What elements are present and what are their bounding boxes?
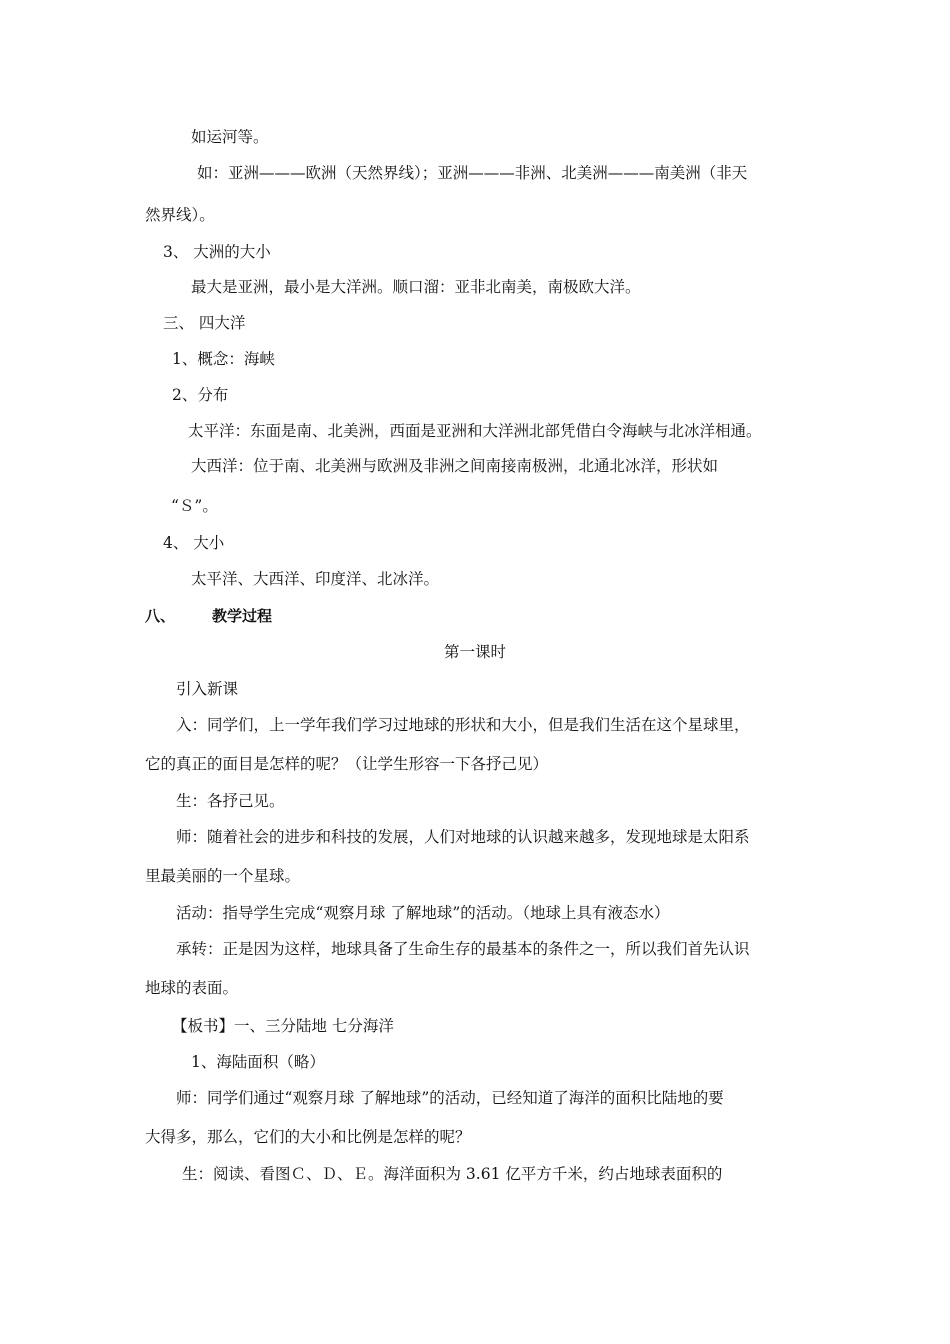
text-line: 活动：指导学生完成“观察月球 了解地球”的活动。（地球上具有液态水） bbox=[176, 904, 670, 922]
text-line: 生：阅读、看图Ｃ、Ｄ、Ｅ。海洋面积为 3.61 亿平方千米，约占地球表面积的 bbox=[182, 1165, 723, 1183]
text-line: 太平洋、大西洋、印度洋、北冰洋。 bbox=[191, 570, 440, 588]
text-line: 大西洋：位于南、北美洲与欧洲及非洲之间南接南极洲，北通北冰洋，形状如 bbox=[191, 457, 719, 475]
text-line: 它的真正的面目是怎样的呢？（让学生形容一下各抒己见） bbox=[145, 755, 549, 773]
section-heading: 1、概念：海峡 bbox=[172, 350, 275, 368]
text-line: 太平洋：东面是南、北美洲，西面是亚洲和大洋洲北部凭借白令海峡与北冰洋相通。 bbox=[188, 422, 762, 440]
text-line: 地球的表面。 bbox=[145, 979, 239, 997]
section-heading: 3、 大洲的大小 bbox=[163, 243, 271, 261]
text-line: 1、海陆面积（略） bbox=[191, 1053, 325, 1071]
section-heading: 4、 大小 bbox=[163, 534, 225, 552]
lesson-title: 第一课时 bbox=[443, 643, 506, 661]
chapter-title: 教学过程 bbox=[212, 607, 273, 625]
text-line: 师：随着社会的进步和科技的发展，人们对地球的认识越来越多，发现地球是太阳系 bbox=[176, 828, 750, 846]
text-line: 承转：正是因为这样，地球具备了生命生存的最基本的条件之一，所以我们首先认识 bbox=[176, 940, 750, 958]
text-line: 【板书】一、三分陆地 七分海洋 bbox=[172, 1017, 394, 1035]
text-line: 如：亚洲———欧洲（天然界线）；亚洲———非洲、北美洲———南美洲（非天 bbox=[197, 164, 748, 182]
text-line: 入：同学们，上一学年我们学习过地球的形状和大小，但是我们生活在这个星球里， bbox=[176, 716, 750, 734]
section-heading: 2、分布 bbox=[172, 386, 229, 404]
text-line: 引入新课 bbox=[176, 680, 239, 698]
text-line: 最大是亚洲，最小是大洋洲。顺口溜：亚非北南美，南极欧大洋。 bbox=[191, 278, 641, 296]
section-heading: 三、 四大洋 bbox=[163, 314, 246, 332]
text-line: 生：各抒己见。 bbox=[176, 792, 285, 810]
text-line: 师：同学们通过“观察月球 了解地球”的活动，已经知道了海洋的面积比陆地的要 bbox=[176, 1089, 724, 1107]
chapter-number: 八、 bbox=[145, 607, 176, 625]
text-line: 里最美丽的一个星球。 bbox=[145, 867, 301, 885]
text-line: 如运河等。 bbox=[191, 128, 269, 146]
text-line: 大得多，那么，它们的大小和比例是怎样的呢？ bbox=[145, 1128, 471, 1146]
text-line: “Ｓ”。 bbox=[171, 497, 218, 515]
text-line: 然界线）。 bbox=[145, 206, 215, 224]
